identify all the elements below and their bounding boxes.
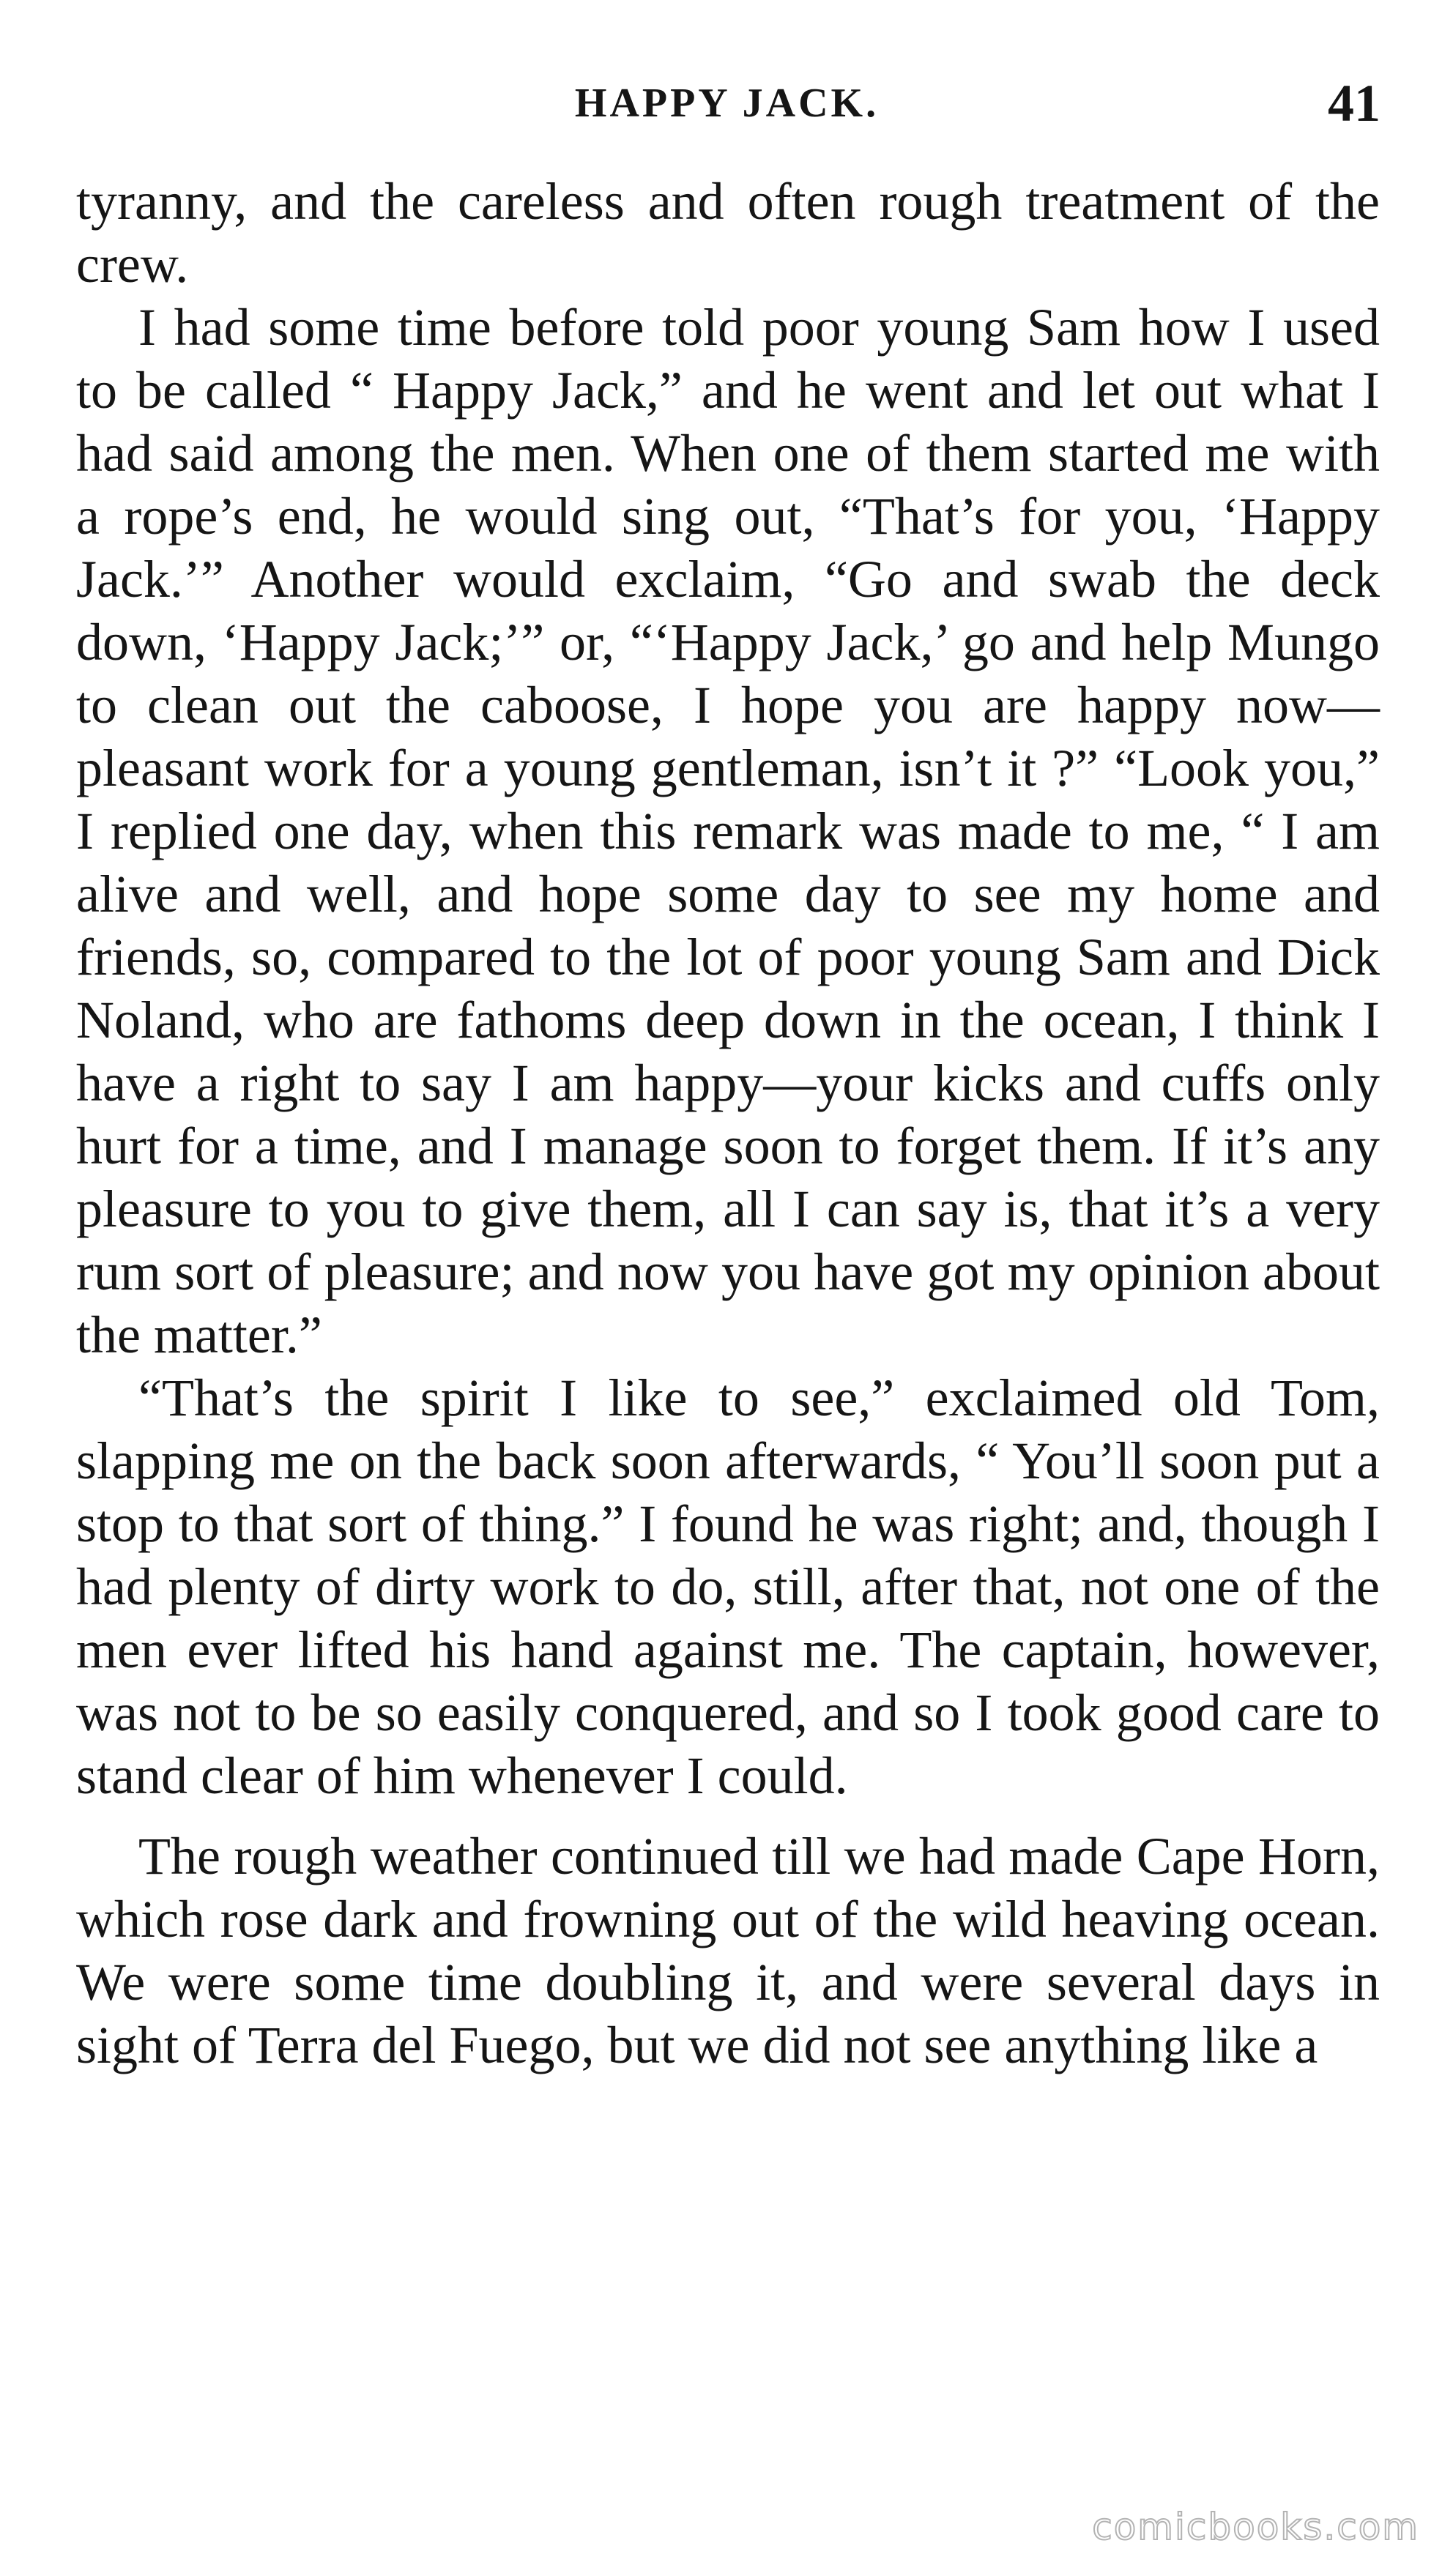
page-number: 41 bbox=[1328, 74, 1380, 133]
paragraph-continued: tyranny, and the careless and often rough treatment of the crew. bbox=[76, 172, 1380, 294]
running-head bbox=[73, 70, 1380, 136]
paragraph: “That’s the spirit I like to see,” exclaimed old Tom, slapping me on the back soon afterwards, “ You’ll soon put a stop to that sort of thing.” I found he was right; and, though I had plenty of dirty work to do, still, after that, not one of the men ever lifted his hand against me. The captain, however, was not to be so easily conquered, and so I took good care to stand clear of him whenever I could. bbox=[76, 1369, 1380, 1805]
body-text bbox=[76, 170, 1380, 2077]
paragraph: The rough weather continued till we had made Cape Horn, which rose dark and frowning out of the wild heaving ocean. We were some time doubling it, and were several days in sight of Terra del Fuego, but we did not see anything like a bbox=[76, 1827, 1380, 2074]
running-title: HAPPY JACK. bbox=[574, 81, 880, 126]
paragraph: I had some time before told poor young Sam how I used to be called “ Happy Jack,” and he went and let out what I had said among the men. When one of them started me with a rope’s end, he would sing out, “That’s for you, ‘Happy Jack.’” Another would exclaim, “Go and swab the deck down, ‘Happy Jack;’” or, “‘Happy Jack,’ go and help Mungo to clean out the caboose, I hope you are happy now—pleasant work for a young gentleman, isn’t it ?” “Look you,” I replied one day, when this remark was made to me, “ I am alive and well, and hope some day to see my home and friends, so, compared to the lot of poor young Sam and Dick Noland, who are fathoms deep down in the ocean, I think I have a right to say I am happy—your kicks and cuffs only hurt for a time, and I manage soon to forget them. If it’s any pleasure to you to give them, all I can say is, that it’s a very rum sort of pleasure; and now you have got my opinion about the matter.” bbox=[76, 298, 1380, 1364]
watermark: comicbooks.com bbox=[1092, 2506, 1419, 2548]
